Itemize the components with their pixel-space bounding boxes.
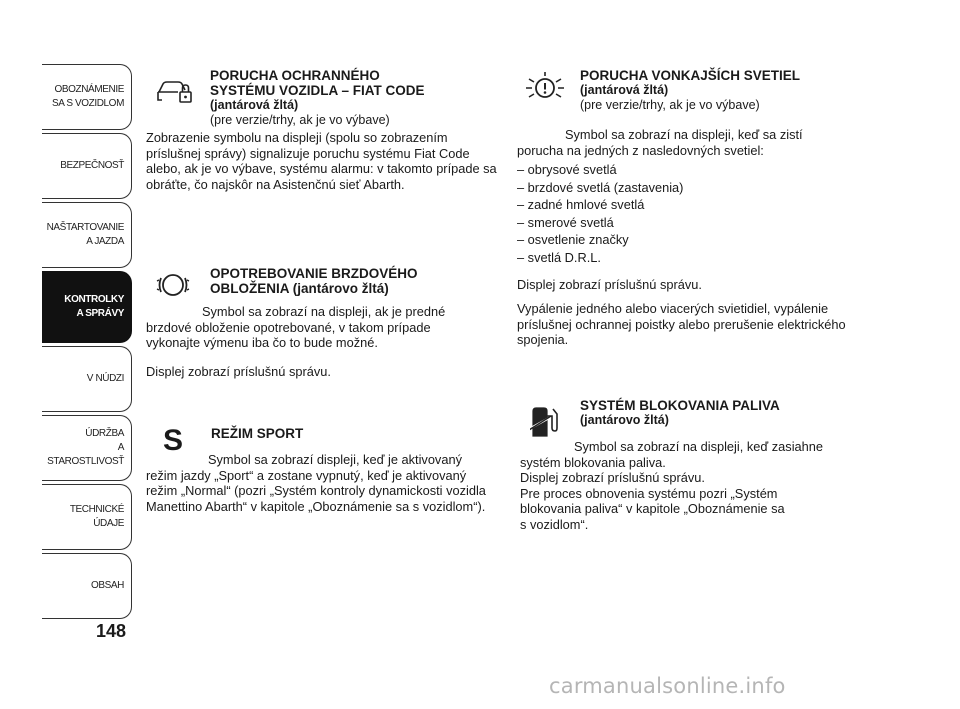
- fiat-code-title-2: SYSTÉMU VOZIDLA – FIAT CODE: [210, 83, 425, 98]
- lights-list: [517, 162, 817, 265]
- tab-bezpecnost[interactable]: BEZPEČNOSŤ: [42, 133, 132, 199]
- tab-oboznamenie[interactable]: OBOZNÁMENIE SA S VOZIDLOM: [42, 64, 132, 130]
- fuel-header: [580, 398, 870, 428]
- tab-technicke[interactable]: TECHNICKÉ ÚDAJE: [42, 484, 132, 550]
- tab-nastartovanie[interactable]: NAŠTARTOVANIE A JAZDA: [42, 202, 132, 268]
- lights-body-3-block: [517, 301, 867, 348]
- fuel-line-3: Displej zobrazí príslušnú správu.: [520, 470, 705, 485]
- lights-item: – brzdové svetlá (zastavenia): [517, 179, 684, 195]
- lights-body-2-block: [517, 277, 867, 293]
- fuel-title: SYSTÉM BLOKOVANIA PALIVA: [580, 398, 780, 413]
- lights-body-2: Displej zobrazí príslušnú správu.: [517, 277, 702, 292]
- brake-body-2: Displej zobrazí príslušnú správu.: [146, 364, 331, 379]
- sport-body: Symbol sa zobrazí displeji, keď je aktivovaný režim jazdy „Sport“ a zostane vypnutý, keď je aktivovaný režim „Normal“ (pozri „Systém kontroly dynamickosti vozidla Manettino Abarth“ v kapitole „Oboznámenie sa s vozidlom“).: [146, 452, 486, 514]
- lights-body-3: Vypálenie jedného alebo viacerých svietidiel, vypálenie príslušnej ochrannej poistky alebo prerušenie elektrického spojenia.: [517, 301, 846, 347]
- lights-color: (jantárová žltá): [580, 83, 669, 97]
- sport-s-icon: S: [163, 424, 184, 457]
- lights-item: – osvetlenie značky: [517, 232, 629, 247]
- fuel-line-5: blokovania paliva“ v kapitole „Oboznámenie sa: [520, 501, 785, 516]
- lights-note: (pre verzie/trhy, ak je vo výbave): [580, 98, 760, 112]
- brake-title-2: OBLOŽENIA (jantárovo žltá): [210, 281, 389, 296]
- sport-body-block: [146, 452, 496, 514]
- fuel-cutoff-icon: [530, 402, 560, 438]
- lights-item: – svetlá D.R.L.: [517, 249, 601, 265]
- watermark: carmanualsonline.info: [549, 674, 786, 698]
- lights-item: – zadné hmlové svetlá: [517, 197, 645, 212]
- sport-title: REŽIM SPORT: [211, 426, 304, 441]
- brake-body-2-block: [146, 364, 476, 380]
- lights-item: – smerové svetlá: [517, 214, 614, 230]
- exterior-light-failure-icon: [520, 70, 570, 106]
- brake-body-1: Symbol sa zobrazí na displeji, ak je predné brzdové obloženie opotrebované, v takom prípade vykonajte výmenu iba čo to bude možné.: [146, 304, 446, 350]
- fuel-line-4: Pre proces obnovenia systému pozri „Systém: [520, 485, 778, 501]
- brake-header: [210, 266, 500, 296]
- fiat-code-header: [210, 68, 500, 128]
- fuel-line-1: Symbol sa zobrazí na displeji, keď zasiahne: [574, 439, 824, 454]
- lights-title: PORUCHA VONKAJŠÍCH SVETIEL: [580, 68, 801, 83]
- fiat-code-body-block: [146, 130, 498, 192]
- fiat-code-body: Zobrazenie symbolu na displeji (spolu so zobrazením príslušnej správy) signalizuje poruchu systému Fiat Code alebo, ak je vo výbave, systému alarmu: v takomto prípade sa obráťte, čo najskôr na Asistenčnú sieť Abarth.: [146, 130, 497, 192]
- fiat-code-color: (jantárová žltá): [210, 98, 299, 112]
- fuel-color: (jantárovo žltá): [580, 413, 669, 427]
- lights-item: – obrysové svetlá: [517, 162, 617, 177]
- fiat-code-note: (pre verzie/trhy, ak je vo výbave): [210, 113, 390, 127]
- brake-pads-icon: [156, 268, 190, 302]
- tab-udrzba[interactable]: ÚDRŽBA A STAROSTLIVOSŤ: [42, 415, 132, 481]
- fuel-body-block: [520, 439, 880, 532]
- tab-kontrolky[interactable]: KONTROLKY A SPRÁVY: [42, 271, 132, 343]
- lights-intro-block: [517, 127, 817, 158]
- tab-v-nudzi[interactable]: V NÚDZI: [42, 346, 132, 412]
- lights-intro: Symbol sa zobrazí na displeji, keď sa zistí porucha na jedných z nasledovných svetiel:: [517, 127, 803, 158]
- fuel-line-2: systém blokovania paliva.: [520, 454, 666, 470]
- tab-obsah[interactable]: OBSAH: [42, 553, 132, 619]
- fuel-line-6: s vozidlom“.: [520, 516, 589, 532]
- car-key-icon: [156, 74, 196, 106]
- fiat-code-title-1: PORUCHA OCHRANNÉHO: [210, 68, 380, 83]
- brake-title-1: OPOTREBOVANIE BRZDOVÉHO: [210, 266, 418, 281]
- lights-header: [580, 68, 870, 113]
- sport-header: [211, 426, 491, 441]
- brake-body-block: [146, 304, 476, 351]
- page-number: 148: [96, 621, 127, 641]
